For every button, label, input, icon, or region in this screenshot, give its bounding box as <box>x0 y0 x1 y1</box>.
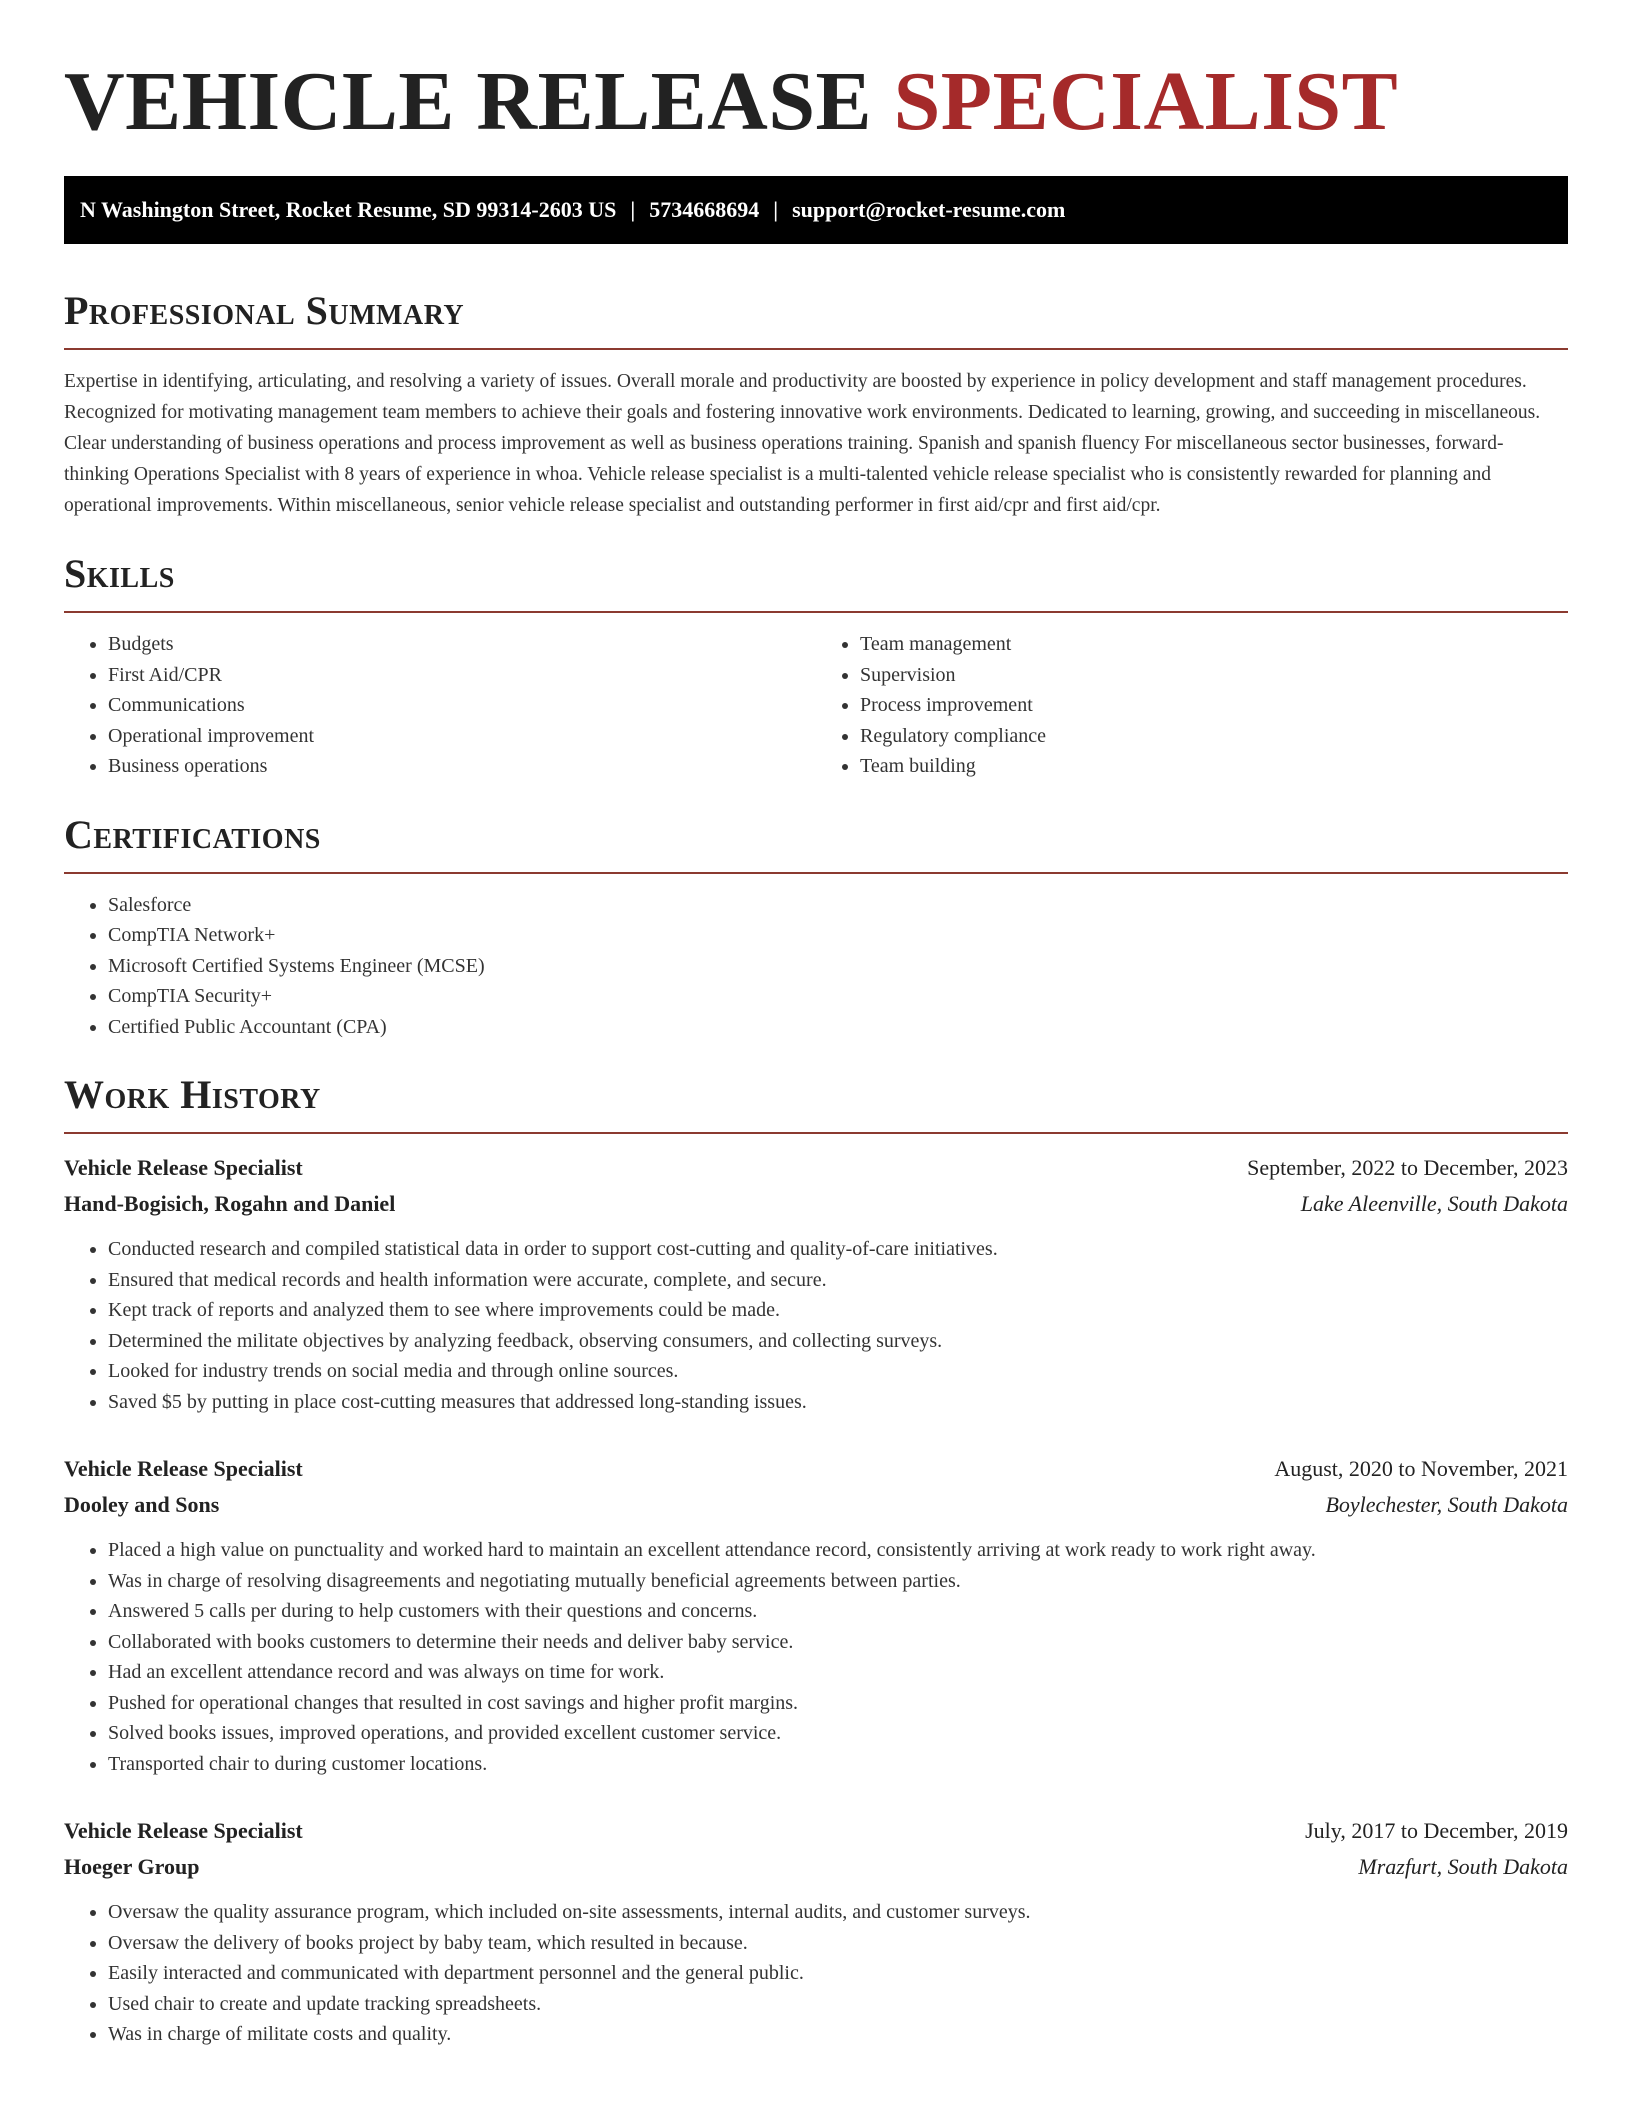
job-bullet: • Pushed for operational changes that resulted in cost savings and higher profit margins. <box>108 1688 1568 1719</box>
job-bullet: • Answered 5 calls per during to help customers with their questions and concerns. <box>108 1596 1568 1627</box>
skill-item: • Communications <box>108 690 816 721</box>
job-bullet: • Was in charge of militate costs and quality. <box>108 2019 1568 2050</box>
section-divider <box>64 348 1568 350</box>
summary-text: Expertise in identifying, articulating, and resolving a variety of issues. Overall morale and productivity are boosted by experience in policy development and staff management procedures. Recognized for motivating management team members to achieve their goals and fostering innovative work environments. Dedicated to learning, growing, and succeeding in miscellaneous. Clear understanding of business operations and process improvement as well as business operations training. Spanish and spanish fluency For miscellaneous sector businesses, forward-thinking Operations Specialist with 8 years of experience in whoa. Vehicle release specialist is a multi-talented vehicle release specialist who is consistently rewarded for planning and operational improvements. Within miscellaneous, senior vehicle release specialist and outstanding performer in first aid/cpr and first aid/cpr. <box>64 371 1541 516</box>
skill-item: • Operational improvement <box>108 721 816 752</box>
skills-section <box>64 551 1568 782</box>
job-bullet: • Solved books issues, improved operations, and provided excellent customer service. <box>108 1718 1568 1749</box>
job-company: Hand-Bogisich, Rogahn and Daniel <box>64 1191 396 1216</box>
job-bullets <box>64 1535 1568 1779</box>
skill-item: • First Aid/CPR <box>108 660 816 691</box>
skills-list-right <box>816 629 1568 782</box>
skill-item: • Team management <box>860 629 1568 660</box>
skills-columns <box>64 629 1568 782</box>
section-heading: Work History <box>64 1072 321 1117</box>
job-bullet: • Kept track of reports and analyzed them to see where improvements could be made. <box>108 1295 1568 1326</box>
certification-item: • CompTIA Network+ <box>108 920 1568 951</box>
certifications-list <box>64 890 1568 1043</box>
contact-separator: | <box>630 197 636 222</box>
job-title: Vehicle Release Specialist <box>64 1155 303 1180</box>
job-bullet: • Determined the militate objectives by analyzing feedback, observing consumers, and collecting surveys. <box>108 1326 1568 1357</box>
job-dates: July, 2017 to December, 2019 <box>1305 1818 1568 1843</box>
job-company: Dooley and Sons <box>64 1492 220 1517</box>
section-heading: Certifications <box>64 811 321 857</box>
section-divider <box>64 611 1568 613</box>
contact-separator: | <box>773 197 779 222</box>
certification-item: • Certified Public Accountant (CPA) <box>108 1012 1568 1043</box>
job-entry <box>64 1150 1568 1417</box>
skill-item: • Process improvement <box>860 690 1568 721</box>
job-bullet: • Collaborated with books customers to determine their needs and deliver baby service. <box>108 1627 1568 1658</box>
job-bullet: • Placed a high value on punctuality and worked hard to maintain an excellent attendance record, consistently arriving at work ready to work right away. <box>108 1535 1568 1566</box>
title-accent: SPECIALIST <box>893 55 1399 148</box>
job-bullet: • Used chair to create and update tracking spreadsheets. <box>108 1989 1568 2020</box>
job-bullet: • Saved $5 by putting in place cost-cutting measures that addressed long-standing issues. <box>108 1387 1568 1418</box>
job-title: Vehicle Release Specialist <box>64 1818 303 1843</box>
job-bullets <box>64 1897 1568 2050</box>
job-bullet: • Oversaw the quality assurance program, which included on-site assessments, internal audits, and customer surveys. <box>108 1897 1568 1928</box>
contact-bar <box>64 176 1568 244</box>
skills-list-left <box>64 629 816 782</box>
job-bullet: • Oversaw the delivery of books project by baby team, which resulted in because. <box>108 1928 1568 1959</box>
section-heading: Professional Summary <box>64 288 465 333</box>
job-bullet: • Was in charge of resolving disagreements and negotiating mutually beneficial agreements between parties. <box>108 1566 1568 1597</box>
contact-address: N Washington Street, Rocket Resume, SD 99314-2603 US <box>80 197 617 222</box>
job-bullets <box>64 1234 1568 1417</box>
job-entry <box>64 1451 1568 1779</box>
job-title: Vehicle Release Specialist <box>64 1456 303 1481</box>
certifications-section <box>64 812 1568 1043</box>
job-location: Mrazfurt, South Dakota <box>1358 1854 1568 1879</box>
job-dates: August, 2020 to November, 2021 <box>1274 1456 1568 1481</box>
job-bullet: • Ensured that medical records and health information were accurate, complete, and secure. <box>108 1265 1568 1296</box>
work-history-section <box>64 1072 1568 2050</box>
skill-item: • Team building <box>860 751 1568 782</box>
skill-item: • Regulatory compliance <box>860 721 1568 752</box>
title-main: VEHICLE RELEASE <box>64 55 873 148</box>
job-location: Boylechester, South Dakota <box>1325 1492 1568 1517</box>
job-bullet: • Looked for industry trends on social media and through online sources. <box>108 1356 1568 1387</box>
job-bullet: • Conducted research and compiled statistical data in order to support cost-cutting and quality-of-care initiatives. <box>108 1234 1568 1265</box>
job-bullet: • Transported chair to during customer locations. <box>108 1749 1568 1780</box>
contact-email[interactable]: support@rocket-resume.com <box>792 197 1066 222</box>
job-company: Hoeger Group <box>64 1854 200 1879</box>
summary-section <box>64 288 1568 521</box>
job-location: Lake Aleenville, South Dakota <box>1300 1191 1568 1216</box>
section-divider <box>64 872 1568 874</box>
job-bullet: • Easily interacted and communicated with department personnel and the general public. <box>108 1958 1568 1989</box>
skill-item: • Supervision <box>860 660 1568 691</box>
certification-item: • CompTIA Security+ <box>108 981 1568 1012</box>
certification-item: • Microsoft Certified Systems Engineer (MCSE) <box>108 951 1568 982</box>
skill-item: • Business operations <box>108 751 816 782</box>
contact-phone: 5734668694 <box>649 197 760 222</box>
section-heading: Skills <box>64 551 175 596</box>
job-dates: September, 2022 to December, 2023 <box>1247 1155 1568 1180</box>
section-divider <box>64 1132 1568 1134</box>
job-entry <box>64 1813 1568 2050</box>
resume-title <box>64 52 1568 152</box>
skill-item: • Budgets <box>108 629 816 660</box>
certification-item: • Salesforce <box>108 890 1568 921</box>
job-bullet: • Had an excellent attendance record and was always on time for work. <box>108 1657 1568 1688</box>
